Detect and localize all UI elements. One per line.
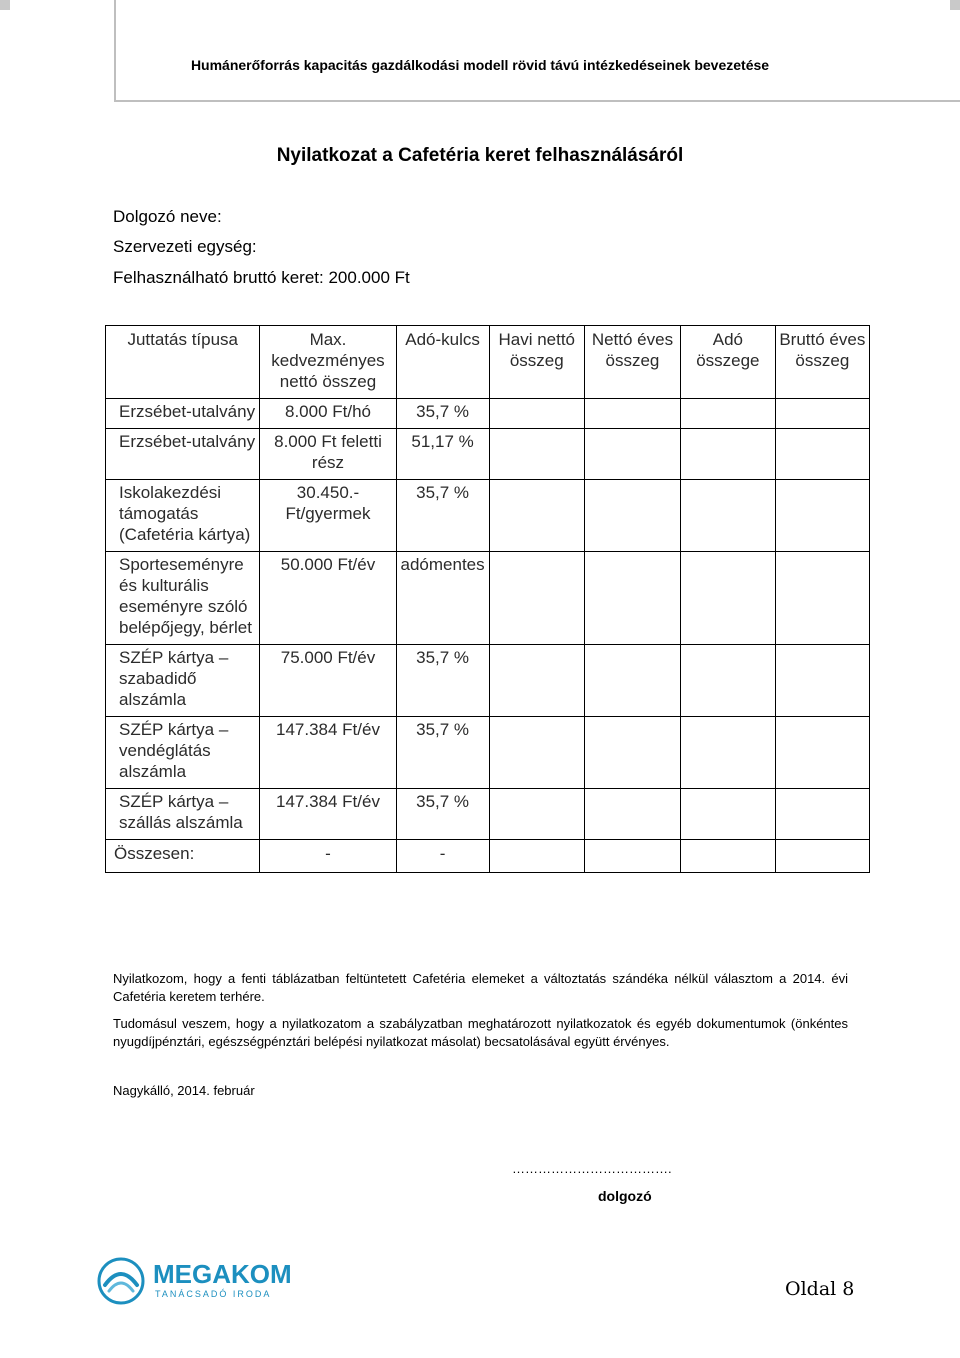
col-header: Adó összege (681, 326, 776, 399)
max-amount: 75.000 Ft/év (260, 645, 396, 717)
page-corner-mark (0, 0, 10, 10)
col-header: Adó-kulcs (396, 326, 489, 399)
tax-rate: 35,7 % (396, 645, 489, 717)
logo-name: MEGAKOM (153, 1259, 292, 1289)
header-title: Humánerőforrás kapacitás gazdálkodási modell rövid távú intézkedéseinek bevezetése (190, 57, 770, 73)
max-amount: 8.000 Ft feletti rész (260, 429, 396, 480)
tax-rate: 35,7 % (396, 399, 489, 429)
tax-rate: 35,7 % (396, 789, 489, 840)
total-tax-amount-cell[interactable] (681, 840, 776, 873)
monthly-net-cell[interactable] (489, 399, 584, 429)
annual-gross-cell[interactable] (775, 645, 869, 717)
table-row (106, 480, 870, 552)
max-amount: 30.450.-Ft/gyermek (260, 480, 396, 552)
place-date: Nagykálló, 2014. február (113, 1083, 255, 1098)
total-annual-gross-cell[interactable] (775, 840, 869, 873)
monthly-net-cell[interactable] (489, 429, 584, 480)
tax-amount-cell[interactable] (681, 717, 776, 789)
document-title: Nyilatkozat a Cafetéria keret felhasználásáról (276, 145, 684, 166)
annual-gross-cell[interactable] (775, 789, 869, 840)
table-row (106, 399, 870, 429)
tax-amount-cell[interactable] (681, 480, 776, 552)
total-max: - (260, 840, 396, 873)
budget-field: Felhasználható bruttó keret: 200.000 Ft (113, 268, 410, 287)
logo-mark-icon (95, 1255, 147, 1307)
annual-net-cell[interactable] (584, 480, 680, 552)
tax-rate: 35,7 % (396, 480, 489, 552)
col-header: Havi nettó összeg (489, 326, 584, 399)
tax-amount-cell[interactable] (681, 399, 776, 429)
annual-gross-cell[interactable] (775, 480, 869, 552)
monthly-net-cell[interactable] (489, 717, 584, 789)
monthly-net-cell[interactable] (489, 789, 584, 840)
megakom-logo (95, 1255, 292, 1312)
page-number: Oldal 8 (785, 1278, 855, 1300)
tax-amount-cell[interactable] (681, 789, 776, 840)
annual-net-cell[interactable] (584, 552, 680, 645)
benefit-type: Iskolakezdési támogatás (Cafetéria kártya) (106, 480, 260, 552)
annual-gross-cell[interactable] (775, 399, 869, 429)
col-header: Bruttó éves összeg (775, 326, 869, 399)
col-header: Max. kedvezményes nettó összeg (260, 326, 396, 399)
table-header-row (106, 326, 870, 399)
monthly-net-cell[interactable] (489, 480, 584, 552)
max-amount: 50.000 Ft/év (260, 552, 396, 645)
benefit-type: SZÉP kártya – szállás alszámla (106, 789, 260, 840)
tax-amount-cell[interactable] (681, 645, 776, 717)
annual-net-cell[interactable] (584, 399, 680, 429)
tax-rate: 51,17 % (396, 429, 489, 480)
tax-amount-cell[interactable] (681, 552, 776, 645)
statement-paragraph: Nyilatkozom, hogy a fenti táblázatban feltüntetett Cafetéria elemeket a változtatás szándéka nélkül választom a 2014. évi Cafetéria keretem terhére. (113, 971, 848, 1004)
table-total-row (106, 840, 870, 873)
annual-net-cell[interactable] (584, 645, 680, 717)
benefit-type: Erzsébet-utalvány (106, 429, 260, 480)
annual-gross-cell[interactable] (775, 552, 869, 645)
monthly-net-cell[interactable] (489, 645, 584, 717)
annual-net-cell[interactable] (584, 429, 680, 480)
statement-paragraph: Tudomásul veszem, hogy a nyilatkozatom a szabályzatban meghatározott nyilatkozatok és egyéb dokumentumok (önkéntes nyugdíjpénztári, egészségpénztári belépési nyilatkozat másolat) becsatolásával együtt érvényes. (113, 1016, 848, 1049)
table-row (106, 789, 870, 840)
table-row (106, 645, 870, 717)
max-amount: 147.384 Ft/év (260, 789, 396, 840)
col-header: Nettó éves összeg (584, 326, 680, 399)
total-rate: - (396, 840, 489, 873)
signature-line: ………………………………. (512, 1161, 672, 1176)
total-label: Összesen: (106, 840, 260, 873)
cafeteria-table (105, 325, 870, 873)
table-row (106, 429, 870, 480)
tax-amount-cell[interactable] (681, 429, 776, 480)
table-row (106, 552, 870, 645)
max-amount: 8.000 Ft/hó (260, 399, 396, 429)
table-row (106, 717, 870, 789)
benefit-type: Sporteseményre és kulturális eseményre szóló belépőjegy, bérlet (106, 552, 260, 645)
total-monthly-net-cell[interactable] (489, 840, 584, 873)
header-frame (114, 0, 960, 102)
max-amount: 147.384 Ft/év (260, 717, 396, 789)
annual-net-cell[interactable] (584, 717, 680, 789)
monthly-net-cell[interactable] (489, 552, 584, 645)
benefit-type: Erzsébet-utalvány (106, 399, 260, 429)
signer-label: dolgozó (598, 1188, 652, 1204)
tax-rate: adómentes (396, 552, 489, 645)
total-annual-net-cell[interactable] (584, 840, 680, 873)
annual-gross-cell[interactable] (775, 717, 869, 789)
tax-rate: 35,7 % (396, 717, 489, 789)
annual-net-cell[interactable] (584, 789, 680, 840)
col-header: Juttatás típusa (106, 326, 260, 399)
employee-name-field: Dolgozó neve: (113, 207, 222, 226)
benefit-type: SZÉP kártya – szabadidő alszámla (106, 645, 260, 717)
annual-gross-cell[interactable] (775, 429, 869, 480)
benefit-type: SZÉP kártya – vendéglátás alszámla (106, 717, 260, 789)
logo-subtitle: TANÁCSADÓ IRODA (155, 1289, 272, 1299)
org-unit-field: Szervezeti egység: (113, 237, 257, 256)
